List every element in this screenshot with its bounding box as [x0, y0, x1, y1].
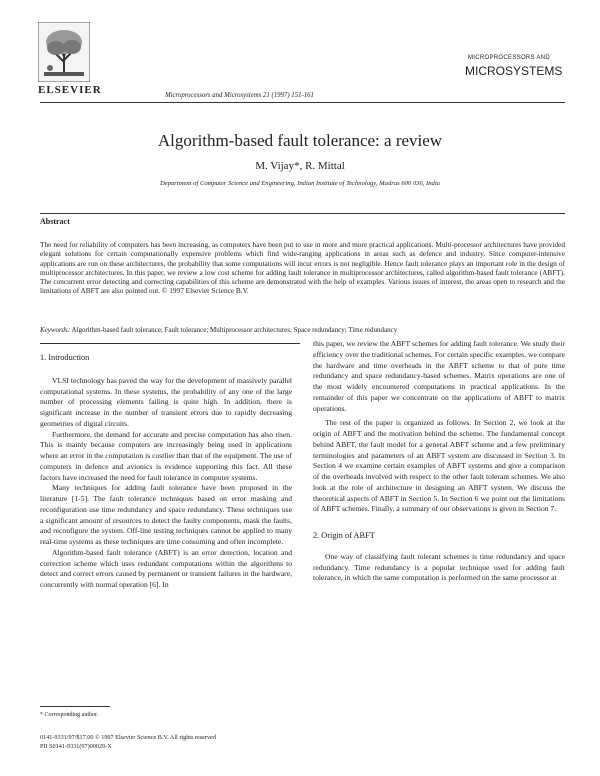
intro-paragraph-5: this paper, we review the ABFT schemes for adding fault tolerance. We study their efficiency over the traditional schemes. For certain specific examples, we compare the hardware and time overheads in the ABFT scheme to that of pure time redundancy and space redundancy-based schemes. Matrix operations are one of the most widely encountered computations in practical applications. In the remainder of this paper we concentrate on the applications of ABFT to matrix operations.	[313, 339, 565, 413]
abstract-heading: Abstract	[40, 217, 70, 226]
journal-brand: MICROSYSTEMS	[465, 64, 563, 78]
footnote-divider	[40, 706, 110, 707]
keywords	[40, 326, 565, 334]
left-column	[40, 353, 292, 591]
journal-brand-small: MICROPROCESSORS AND	[468, 55, 551, 61]
origin-paragraph-1: One way of classifying fault tolerant schemes is time redundancy and space redundancy. Time redundancy is a popular technique used for adding fault tolerance, in which the same computation is performed on the same processor at	[313, 551, 565, 583]
elsevier-tree-logo-icon	[38, 22, 90, 82]
pii-line: PII S0141-9331(97)00029-X	[40, 743, 112, 750]
right-column	[313, 339, 565, 584]
header-divider	[40, 102, 565, 103]
article-title: Algorithm-based fault tolerance: a review	[157, 131, 443, 150]
author-affiliation: Department of Computer Science and Engineering, Indian Institute of Technology, Madras 600 036, India	[160, 180, 440, 187]
publisher-logo: ELSEVIER	[38, 84, 102, 96]
article-authors: M. Vijay*, R. Mittal	[255, 160, 345, 172]
section-heading-introduction: 1. Introduction	[40, 353, 90, 362]
footnote: * Corresponding author.	[40, 712, 99, 718]
copyright-footer	[40, 733, 216, 751]
abstract-bottom-divider	[40, 343, 300, 344]
abstract-body: The need for reliability of computers has been increasing, as computers have been put to use in more and more practical applications. Multi-processor architectures have provided elegant solutions for certain computationally expensive problems which find wide-ranging applications in areas such as defence and industry. Since computer-intensive applications are run on these architectures, the probability that some computations will incur errors is not negligible. Hence fault tolerance plays an important role in the design of multiprocessor architectures. In this paper, we review a low cost scheme for adding fault tolerance in multiprocessor architectures, called algorithm-based fault tolerance (ABFT). The concurrent error detecting and correcting capabilities of this scheme are demonstrated with the help of examples. Various issues of interest, the areas open to research and the limitations of ABFT are also pointed out. © 1997 Elsevier Science B.V.	[40, 240, 565, 296]
intro-paragraph-2: Furthermore, the demand for accurate and precise computation has also risen. This is mainly because computers are increasingly being used in applications where an error in the computation is costlier than that of the equipment. The use of computers in defence and avionics is evidence supporting this fact. All these factors have increased the need for fault tolerance in computer systems.	[40, 429, 292, 482]
intro-paragraph-3: Many techniques for adding fault tolerance have been proposed in the literature [1-5]. The fault tolerance techniques based on error masking and reconfiguration use time redundancy and space redundancy. These techniques use a significant amount of resources to detect the faulty components, mask the faults, and reconfigure the system. Off-line testing techniques cannot be applied to many real-time systems as these techniques are time consuming and often incomplete.	[40, 483, 292, 546]
keywords-text: Algorithm-based fault tolerance; Fault tolerance; Multiprocessor architectures; Space redundancy; Time redundancy	[71, 326, 398, 334]
copyright-line: 0141-9331/97/$17.00 © 1997 Elsevier Science B.V. All rights reserved	[40, 734, 216, 741]
section-heading-origin: 2. Origin of ABFT	[313, 531, 375, 540]
keywords-label: Keywords:	[40, 326, 71, 334]
intro-paragraph-1: VLSI technology has paved the way for the development of massively parallel computational systems. In these systems, the probability of any one of the large number of processing elements failing is quite high. In addition, there is significant increase in the number of transient errors due to rapidly decreasing geometries of digital circuits.	[40, 375, 292, 428]
abstract-top-divider	[40, 213, 565, 214]
journal-citation: Microprocessors and Microsystems 21 (1997) 151-161	[165, 92, 314, 99]
intro-paragraph-4: Algorithm-based fault tolerance (ABFT) is an error detection, location and correction scheme which uses redundant computations within the algorithms to detect and correct errors caused by permanent or transient failures in the hardware, concurrently with normal operation [6]. In	[40, 547, 292, 589]
intro-paragraph-6: The rest of the paper is organized as follows. In Section 2, we look at the origin of ABFT and the motivation behind the scheme. The fundamental concept behind ABFT, the fault model for a general ABFT scheme and a few preliminary terminologies and parameters of an ABFT system are discussed in Section 3. In Section 4 we examine certain examples of ABFT systems and give a comparison of the overheads involved with respect to the other fault tolerant schemes. We also look at the role of architecture in designing an ABFT system. We discuss the theoretical aspects of ABFT in Section 5. In Section 6 we point out the limitations of ABFT schemes. Finally, a summary of our observations is given in Section 7.	[313, 418, 565, 514]
